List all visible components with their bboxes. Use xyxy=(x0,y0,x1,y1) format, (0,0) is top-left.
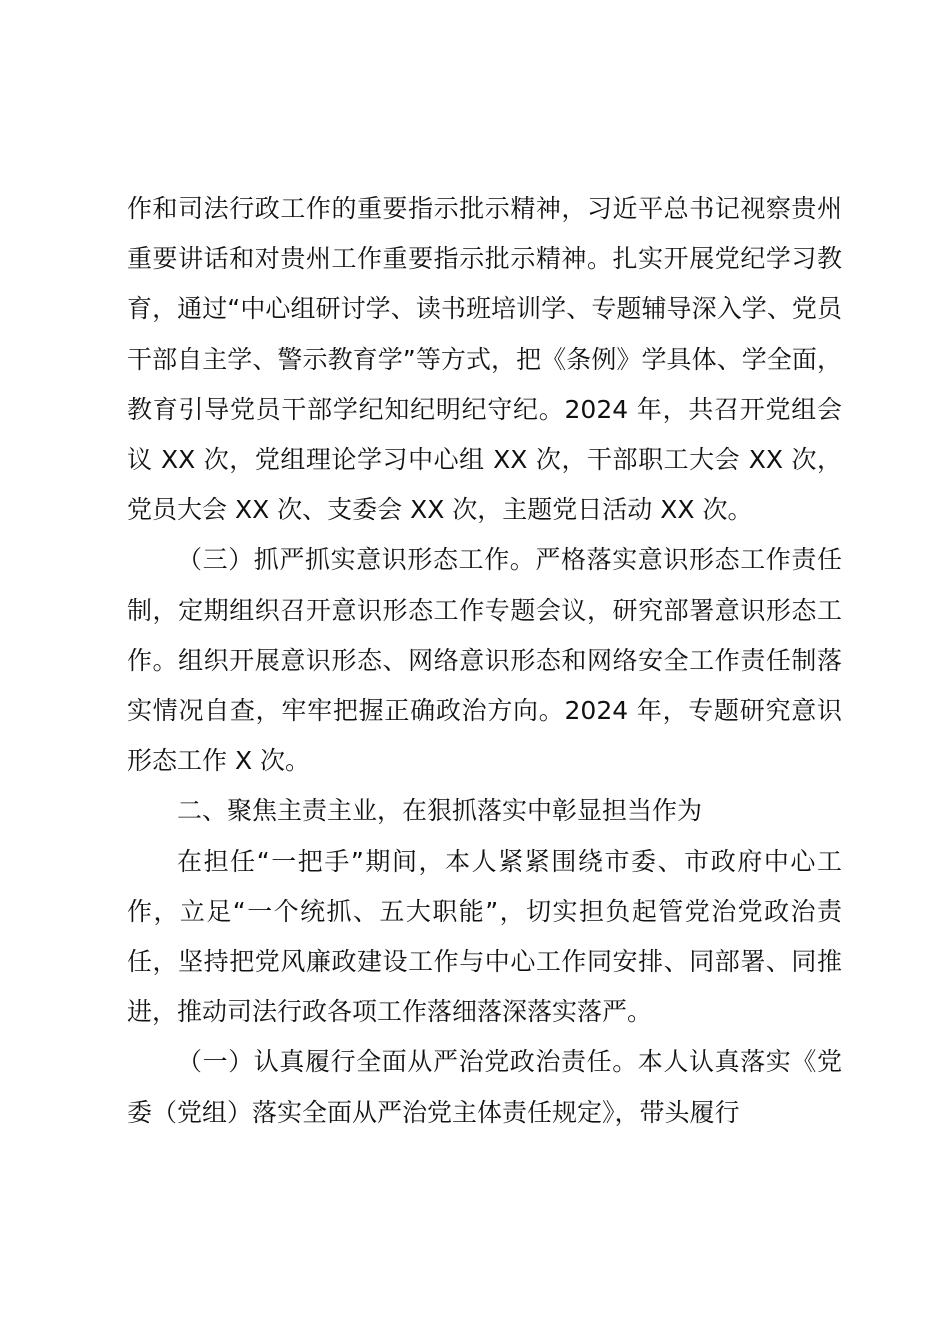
document-body xyxy=(127,184,842,1138)
paragraph-study-education: 作和司法行政工作的重要指示批示精神，习近平总书记视察贵州重要讲话和对贵州工作重要指示批示精神。扎实开展党纪学习教育，通过“中心组研讨学、读书班培训学、专题辅导深入学、党员干部自主学、警示教育学”等方式，把《条例》学具体、学全面，教育引导党员干部学纪知纪明纪守纪。2024 年，共召开党组会议 XX 次，党组理论学习中心组 XX 次，干部职工大会 XX 次，党员大会 XX 次、支委会 XX 次，主题党日活动 XX 次。 xyxy=(127,194,842,525)
paragraph-party-discipline-responsibility: （一）认真履行全面从严治党政治责任。本人认真落实《党委（党组）落实全面从严治党主体责任规定》，带头履行 xyxy=(127,1047,842,1127)
section-heading-two: 二、聚焦主责主业，在狠抓落实中彰显担当作为 xyxy=(177,796,703,826)
paragraph-leader-duties: 在担任“一把手”期间，本人紧紧围绕市委、市政府中心工作，立足“一个统抓、五大职能”，切实担负起管党治党政治责任，坚持把党风廉政建设工作与中心工作同安排、同部署、同推进，推动司法行政各项工作落细落深落实落严。 xyxy=(127,846,842,1027)
paragraph-ideology-work: （三）抓严抓实意识形态工作。严格落实意识形态工作责任制，定期组织召开意识形态工作专题会议，研究部署意识形态工作。组织开展意识形态、网络意识形态和网络安全工作责任制落实情况自查，牢牢把握正确政治方向。2024 年，专题研究意识形态工作 X 次。 xyxy=(127,545,842,776)
